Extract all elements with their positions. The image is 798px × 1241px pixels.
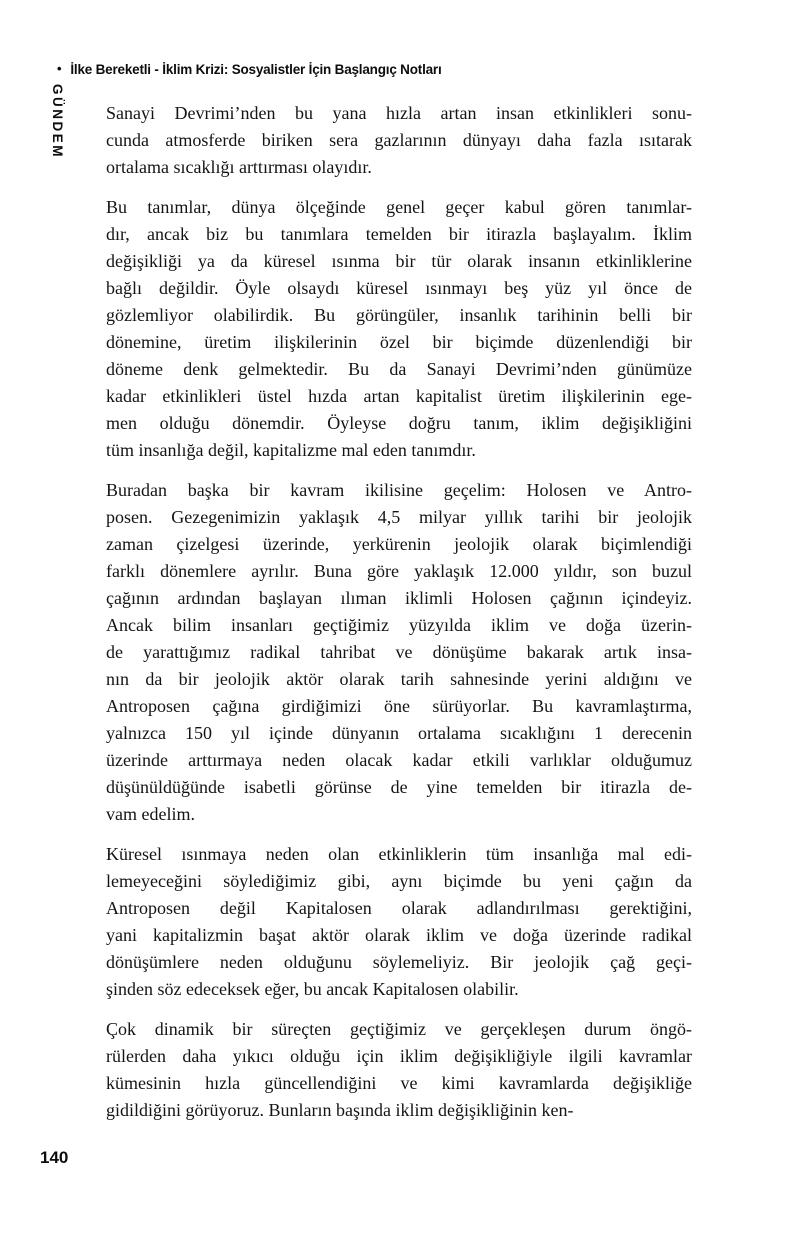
text-line: Çok dinamik bir süreçten geçtiğimiz ve gerçekleşen durum öngö-: [106, 1019, 692, 1039]
text-line: gözlemliyor olabilirdik. Bu görüngüler, insanlık tarihinin belli bir: [106, 305, 692, 325]
text-line: kadar etkinlikleri üstel hızda artan kapitalist üretim ilişkilerinin ege-: [106, 386, 692, 406]
text-line: kümesinin hızla güncellendiğini ve kimi kavramlarda değişikliğe: [106, 1073, 692, 1093]
paragraph: [106, 1016, 692, 1124]
text-line: cunda atmosferde biriken sera gazlarının dünyayı daha fazla ısıtarak: [106, 130, 692, 150]
text-line: Küresel ısınmaya neden olan etkinliklerin tüm insanlığa mal edi-: [106, 844, 692, 864]
text-line: nın da bir jeolojik aktör olarak tarih sahnesinde yerini aldığını ve: [106, 669, 692, 689]
text-line: vam edelim.: [106, 804, 195, 824]
header-author: İlke Bereketli -: [70, 62, 159, 77]
text-line: dönemine, üretim ilişkilerinin özel bir biçimde düzenlendiği bir: [106, 332, 692, 352]
text-line: Antroposen değil Kapitalosen olarak adlandırılması gerektiğini,: [106, 898, 692, 918]
text-line: Buradan başka bir kavram ikilisine geçelim: Holosen ve Antro-: [106, 480, 692, 500]
text-line: üzerinde arttırmaya neden olacak kadar etkili varlıklar olduğumuz: [106, 750, 692, 770]
text-line: ortalama sıcaklığı arttırması olayıdır.: [106, 157, 372, 177]
paragraph: [106, 100, 692, 181]
text-line: bağlı değildir. Öyle olsaydı küresel ısınmayı beş yüz yıl önce de: [106, 278, 692, 298]
paragraph: [106, 194, 692, 464]
running-header: [57, 62, 707, 77]
text-line: dönüşümlere neden olduğunu söylemeliyiz. Bir jeolojik çağ geçi-: [106, 952, 692, 972]
text-line: Antroposen çağına girdiğimizi öne sürüyorlar. Bu kavramlaştırma,: [106, 696, 692, 716]
text-line: Bu tanımlar, dünya ölçeğinde genel geçer kabul gören tanımlar-: [106, 197, 692, 217]
section-label-gundem: GÜNDEM: [50, 84, 65, 159]
text-line: şinden söz edeceksek eğer, bu ancak Kapitalosen olabilir.: [106, 979, 519, 999]
paragraph: [106, 841, 692, 1003]
header-title: İklim Krizi: Sosyalistler İçin Başlangıç Notları: [162, 62, 442, 77]
text-line: yalnızca 150 yıl içinde dünyanın ortalama sıcaklığını 1 derecenin: [106, 723, 692, 743]
body-text: [106, 100, 692, 1124]
text-line: değişikliği ya da küresel ısınma bir tür olarak insanın etkinliklerine: [106, 251, 692, 271]
text-line: Ancak bilim insanları geçtiğimiz yüzyılda iklim ve doğa üzerin-: [106, 615, 692, 635]
text-line: farklı dönemlere ayrılır. Buna göre yaklaşık 12.000 yıldır, son buzul: [106, 561, 692, 581]
text-line: de yarattığımız radikal tahribat ve dönüşüme bakarak artık insa-: [106, 642, 692, 662]
text-line: rülerden daha yıkıcı olduğu için iklim değişikliğiyle ilgili kavramlar: [106, 1046, 692, 1066]
text-line: zaman çizelgesi üzerinde, yerkürenin jeolojik olarak biçimlendiği: [106, 534, 692, 554]
text-line: Sanayi Devrimi’nden bu yana hızla artan insan etkinlikleri sonu-: [106, 103, 692, 123]
text-line: lemeyeceğini söylediğimiz gibi, aynı biçimde bu yeni çağın da: [106, 871, 692, 891]
text-line: tüm insanlığa değil, kapitalizme mal eden tanımdır.: [106, 440, 476, 460]
text-line: men olduğu dönemdir. Öyleyse doğru tanım, iklim değişikliğini: [106, 413, 692, 433]
text-line: dır, ancak biz bu tanımlara temelden bir itirazla başlayalım. İklim: [106, 224, 692, 244]
text-line: yani kapitalizmin başat aktör olarak iklim ve doğa üzerinde radikal: [106, 925, 692, 945]
page-number: 140: [40, 1148, 69, 1167]
text-line: döneme denk gelmektedir. Bu da Sanayi Devrimi’nden günümüze: [106, 359, 692, 379]
text-line: gidildiğini görüyoruz. Bunların başında iklim değişikliğinin ken-: [106, 1100, 574, 1120]
bullet-icon: •: [57, 61, 62, 76]
text-line: düşünüldüğünde isabetli görünse de yine temelden bir itirazla de-: [106, 777, 692, 797]
paragraph: [106, 477, 692, 828]
text-line: posen. Gezegenimizin yaklaşık 4,5 milyar yıllık tarihi bir jeolojik: [106, 507, 692, 527]
text-line: çağının ardından başlayan ılıman iklimli Holosen çağının içindeyiz.: [106, 588, 692, 608]
